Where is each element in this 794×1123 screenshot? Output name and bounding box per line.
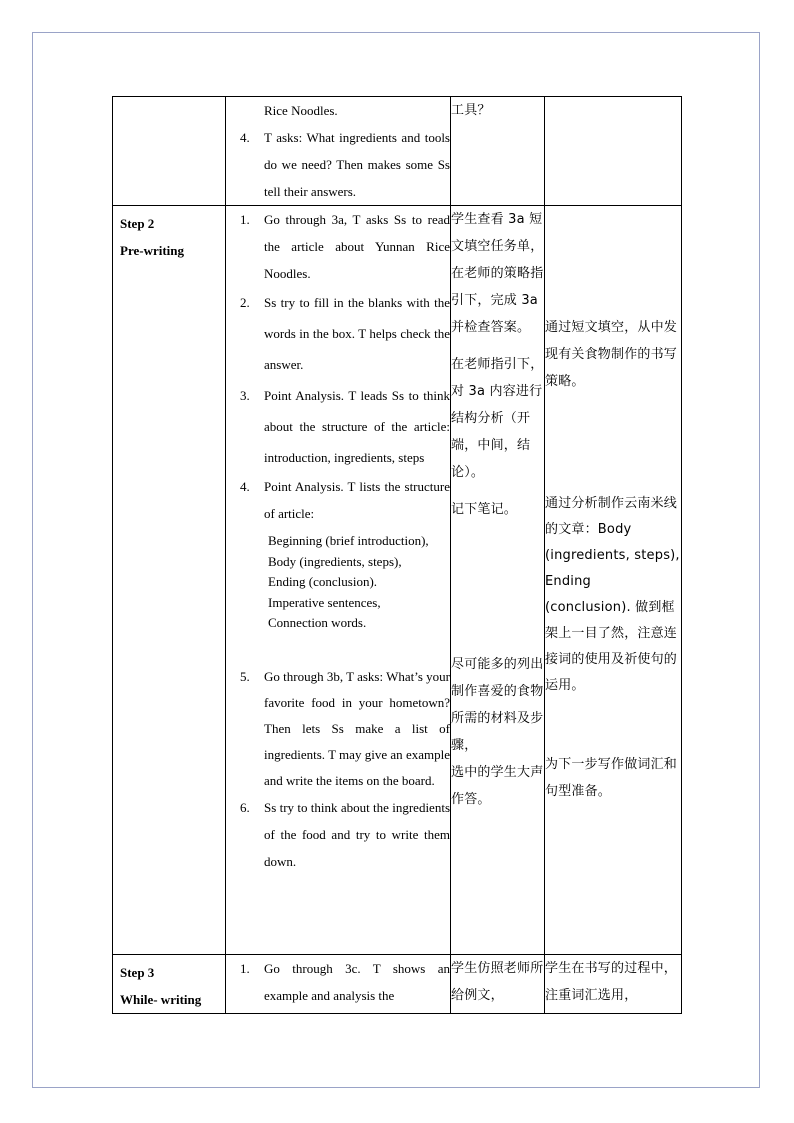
item-number: 5. (240, 668, 250, 684)
teacher-activity-cell (226, 955, 451, 1014)
step-cell (113, 97, 226, 206)
list-item (226, 473, 450, 527)
student-paragraph: 尽可能多的列出制作喜爱的食物所需的材料及步骤， (451, 657, 544, 753)
activity-text: Point Analysis. T leads Ss to think about the structure of the article: introduction, ingredients, steps (264, 388, 450, 465)
list-item (226, 206, 450, 287)
activity-text: T asks: What ingredients and tools do we need? Then makes some Ss tell their answers. (264, 130, 450, 199)
student-paragraph: 学生查看 3a 短文填空任务单，在老师的策略指引下，完成 3a 并检查答案。 (451, 212, 544, 335)
purpose-cell (545, 97, 682, 206)
activity-text: Point Analysis. T lists the structure of article: (264, 479, 450, 521)
activity-text: Ss try to fill in the blanks with the words in the box. T helps check the answer. (264, 295, 450, 372)
table-row (113, 206, 682, 955)
step-title: Step 2 (120, 216, 155, 231)
purpose-cell (545, 206, 682, 955)
sublist-line: Connection words. (268, 615, 367, 630)
purpose-cell: 学生在书写的过程中，注重词汇选用， (545, 955, 682, 1014)
step-cell (113, 206, 226, 955)
student-activity-cell (451, 206, 545, 955)
list-item (226, 955, 450, 1009)
sublist-line: Ending (conclusion). (268, 574, 378, 589)
step-title: Step 3 (120, 965, 155, 980)
sublist-line: Imperative sentences, (268, 594, 381, 610)
list-item (226, 794, 450, 875)
item-number: 6. (240, 799, 250, 815)
purpose-paragraph: 通过分析制作云南米线的文章：Body (ingredients, steps), Ending (conclusion). 做到框架上一目了然，注意连接词的使用及祈使句的运用。 (545, 496, 680, 693)
list-item (226, 97, 450, 124)
activity-text: Ss try to think about the ingredients of the food and try to write them down. (264, 799, 450, 869)
structure-sublist (226, 527, 450, 664)
item-number: 2. (240, 295, 250, 310)
student-paragraph: 在老师指引下，对 3a 内容进行结构分析（开端，中间，结论）。 (451, 357, 544, 480)
step-subtitle: Pre-writing (120, 243, 185, 258)
teacher-activity-cell (226, 97, 451, 206)
list-item (226, 124, 450, 205)
item-number: 4. (240, 479, 250, 494)
item-number: 3. (240, 388, 250, 403)
student-activity-cell: 学生仿照老师所给例文， (451, 955, 545, 1014)
step-subtitle: While- writing (120, 992, 202, 1007)
purpose-paragraph: 通过短文填空，从中发现有关食物制作的书写策略。 (545, 320, 678, 389)
sublist-line: Body (ingredients, steps), (268, 553, 402, 569)
sublist-line: Beginning (brief introduction), (268, 533, 429, 548)
lesson-plan-table (112, 96, 682, 1014)
activity-text: Go through 3c. T shows an example and analysis the (264, 961, 450, 1003)
list-item (226, 664, 450, 794)
student-paragraph: 记下笔记。 (451, 502, 518, 517)
item-number: 1. (240, 212, 250, 227)
table-row (113, 97, 682, 206)
list-item (226, 380, 450, 473)
activity-text: Rice Noodles. (264, 103, 338, 118)
activity-text: Go through 3a, T asks Ss to read the article about Yunnan Rice Noodles. (264, 212, 450, 281)
item-number: 4. (240, 130, 250, 145)
teacher-activity-cell (226, 206, 451, 955)
step-cell (113, 955, 226, 1014)
activity-text: Go through 3b, T asks: What’s your favorite food in your hometown? Then lets Ss make a list of ingredients. T may give an example and write the items on the board. (264, 668, 450, 788)
student-activity-cell: 工具？ (451, 97, 545, 206)
student-paragraph: 选中的学生大声作答。 (451, 765, 544, 807)
table-row (113, 955, 682, 1014)
purpose-paragraph: 为下一步写作做词汇和句型准备。 (545, 757, 678, 799)
item-number: 1. (240, 961, 250, 976)
list-item (226, 287, 450, 380)
